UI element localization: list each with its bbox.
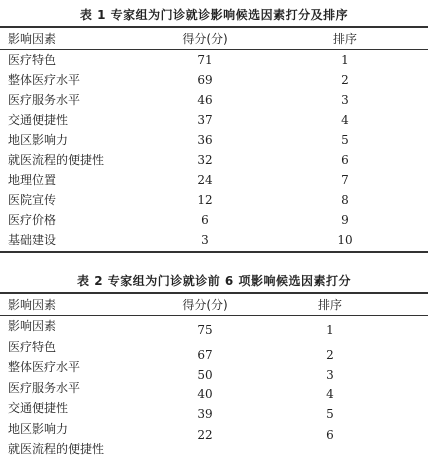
- rank-cell: 6: [326, 427, 334, 442]
- table-row: [0, 50, 428, 70]
- score-cell: 40: [197, 386, 213, 401]
- rank-cell: 9: [341, 213, 349, 227]
- rank-cell: 1: [341, 53, 349, 67]
- rank-cell: 5: [341, 133, 349, 147]
- table2-header-row: [0, 295, 428, 315]
- table-row: [0, 398, 428, 421]
- table-row: [0, 190, 428, 210]
- rank-cell: 7: [341, 173, 349, 187]
- factor-cell: 就医流程的便捷性: [8, 153, 105, 167]
- rank-cell: 10: [337, 233, 353, 247]
- score-cell: 39: [197, 407, 213, 421]
- factor-cell: 医院宣传: [8, 193, 57, 207]
- table-row: [0, 150, 428, 170]
- rank-cell: 5: [326, 407, 334, 421]
- table2-header-rank: 排序: [317, 298, 342, 312]
- table-row: [0, 170, 428, 190]
- factor-cell: 医疗服务水平: [8, 93, 81, 107]
- factor-cell: 地理位置: [8, 173, 57, 187]
- rank-cell: 3: [341, 93, 349, 107]
- table2-header-factor: 影响因素: [8, 298, 57, 312]
- score-cell: 69: [197, 73, 213, 87]
- rank-cell: [270, 439, 390, 459]
- table1-caption: 表 1 专家组为门诊就诊影响候选因素打分及排序: [79, 8, 349, 22]
- factor-cell: 地区影响力: [8, 133, 69, 147]
- table-row: [0, 378, 428, 401]
- table-row: [0, 90, 428, 110]
- table1-header-row: [0, 29, 428, 49]
- rank-cell: 1: [326, 323, 334, 337]
- score-cell: 67: [197, 347, 213, 362]
- score-cell: 71: [197, 53, 213, 67]
- score-cell: 37: [197, 113, 213, 127]
- rank-cell: 2: [326, 347, 334, 362]
- score-cell: 50: [197, 368, 213, 382]
- score-cell: 75: [197, 323, 213, 337]
- rank-cell: 8: [341, 193, 349, 207]
- score-cell: 3: [201, 233, 209, 247]
- factor-cell: 医疗价格: [8, 213, 57, 227]
- table1-header-score: 得分(分): [182, 32, 228, 46]
- table1-header-rank: 排序: [332, 32, 357, 46]
- factor-cell: 医疗特色: [8, 339, 57, 354]
- rank-cell: 4: [341, 113, 349, 127]
- rank-cell: 2: [341, 73, 349, 87]
- factor-cell: 整体医疗水平: [8, 360, 81, 374]
- factor-cell: 基础建设: [8, 233, 57, 247]
- factor-cell: 整体医疗水平: [8, 73, 81, 87]
- score-cell: [150, 439, 260, 459]
- table-row: [0, 210, 428, 230]
- table2-header-score: 得分(分): [182, 298, 228, 312]
- table1-header-factor: 影响因素: [8, 32, 57, 46]
- table1-bottom-rule: [0, 251, 428, 253]
- table1-top-rule: [0, 26, 428, 28]
- table-row: [0, 110, 428, 130]
- score-cell: 24: [197, 173, 213, 187]
- rank-cell: 3: [326, 368, 334, 382]
- rank-cell: 4: [326, 386, 334, 401]
- table-row: [0, 419, 428, 442]
- factor-cell: 地区影响力: [8, 421, 69, 436]
- table-row: [0, 230, 428, 250]
- table-row: [0, 316, 428, 336]
- score-cell: 12: [197, 193, 213, 207]
- score-cell: 36: [197, 133, 213, 147]
- factor-cell: 就医流程的便捷性: [8, 442, 105, 456]
- score-cell: 46: [197, 93, 213, 107]
- table-row: [0, 130, 428, 150]
- factor-cell: 交通便捷性: [8, 401, 69, 415]
- factor-cell: 医疗特色: [8, 53, 57, 67]
- table-row: [0, 337, 428, 362]
- factor-cell: 医疗服务水平: [8, 380, 81, 395]
- table-row: [0, 439, 428, 459]
- score-cell: 6: [201, 213, 209, 227]
- table2-top-rule: [0, 292, 428, 294]
- table-row: [0, 357, 428, 382]
- rank-cell: 6: [341, 153, 349, 167]
- score-cell: 32: [197, 153, 213, 167]
- factor-cell: 影响因素: [8, 319, 57, 333]
- factor-cell: 交通便捷性: [8, 113, 69, 127]
- table2-caption: 表 2 专家组为门诊就诊前 6 项影响候选因素打分: [77, 274, 351, 288]
- score-cell: 22: [197, 427, 213, 442]
- table-row: [0, 70, 428, 90]
